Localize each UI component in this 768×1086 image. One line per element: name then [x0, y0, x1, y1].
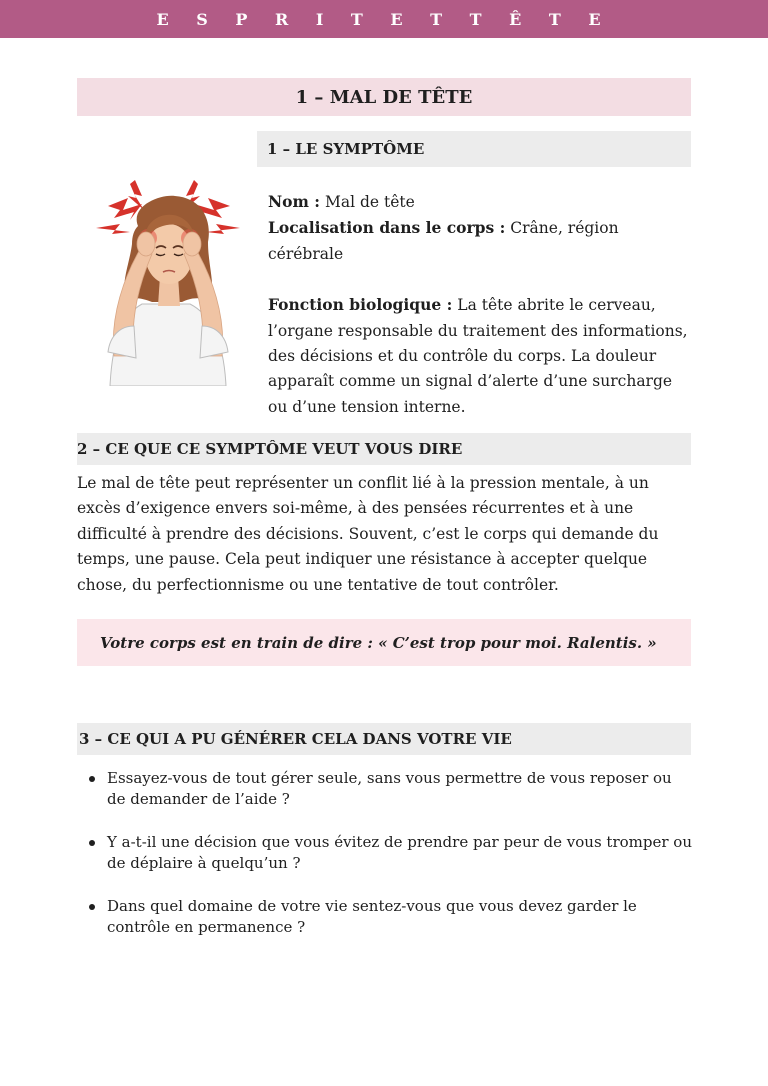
section-3-title: 3 – CE QUI A PU GÉNÉRER CELA DANS VOTRE VIE — [77, 723, 691, 755]
subsection-title: 1 – LE SYMPTÔME — [257, 131, 691, 167]
list-item: Dans quel domaine de votre vie sentez-vous que vous devez garder le contrôle en permanence ? — [87, 896, 693, 938]
page-header: E S P R I T E T T Ê T E — [0, 0, 768, 38]
localisation-value: Crâne, région cérébrale — [268, 219, 619, 263]
bullet-icon — [89, 904, 95, 910]
question-list — [87, 768, 693, 960]
list-item: Essayez-vous de tout gérer seule, sans vous permettre de vous reposer ou de demander de l’aide ? — [87, 768, 693, 810]
woman-headache-illustration — [90, 176, 245, 386]
quote-callout: Votre corps est en train de dire : « C’est trop pour moi. Ralentis. » — [77, 619, 691, 666]
symptom-details — [268, 189, 693, 420]
bullet-icon — [89, 776, 95, 782]
section-2-title: 2 – CE QUE CE SYMPTÔME VEUT VOUS DIRE — [77, 433, 691, 465]
bullet-icon — [89, 840, 95, 846]
name-label: Nom : — [268, 192, 321, 211]
fonction-line — [268, 292, 693, 420]
name-line — [268, 189, 693, 215]
name-value: Mal de tête — [320, 193, 415, 211]
fonction-label: Fonction biologique : — [268, 295, 453, 315]
section-2-body: Le mal de tête peut représenter un conflit lié à la pression mentale, à un excès d’exigence envers soi-même, à des pensées récurrentes et à une difficulté à prendre des décisions. Souvent, c’est le corps qui demande du temps, une pause. Cela peut indiquer une résistance à accepter quelque chose, du perfectionnisme ou une tentative de tout contrôler. — [77, 474, 659, 594]
page-title: 1 – MAL DE TÊTE — [77, 78, 691, 116]
list-item: Y a-t-il une décision que vous évitez de prendre par peur de vous tromper ou de déplaire à quelqu’un ? — [87, 832, 693, 874]
fonction-value: La tête abrite le cerveau, l’organe responsable du traitement des informations, des décisions et du contrôle du corps. La douleur apparaît comme un signal d’alerte d’une surcharge ou d’une tension interne. — [268, 296, 688, 416]
localisation-label: Localisation dans le corps : — [268, 218, 506, 238]
localisation-line — [268, 215, 693, 267]
